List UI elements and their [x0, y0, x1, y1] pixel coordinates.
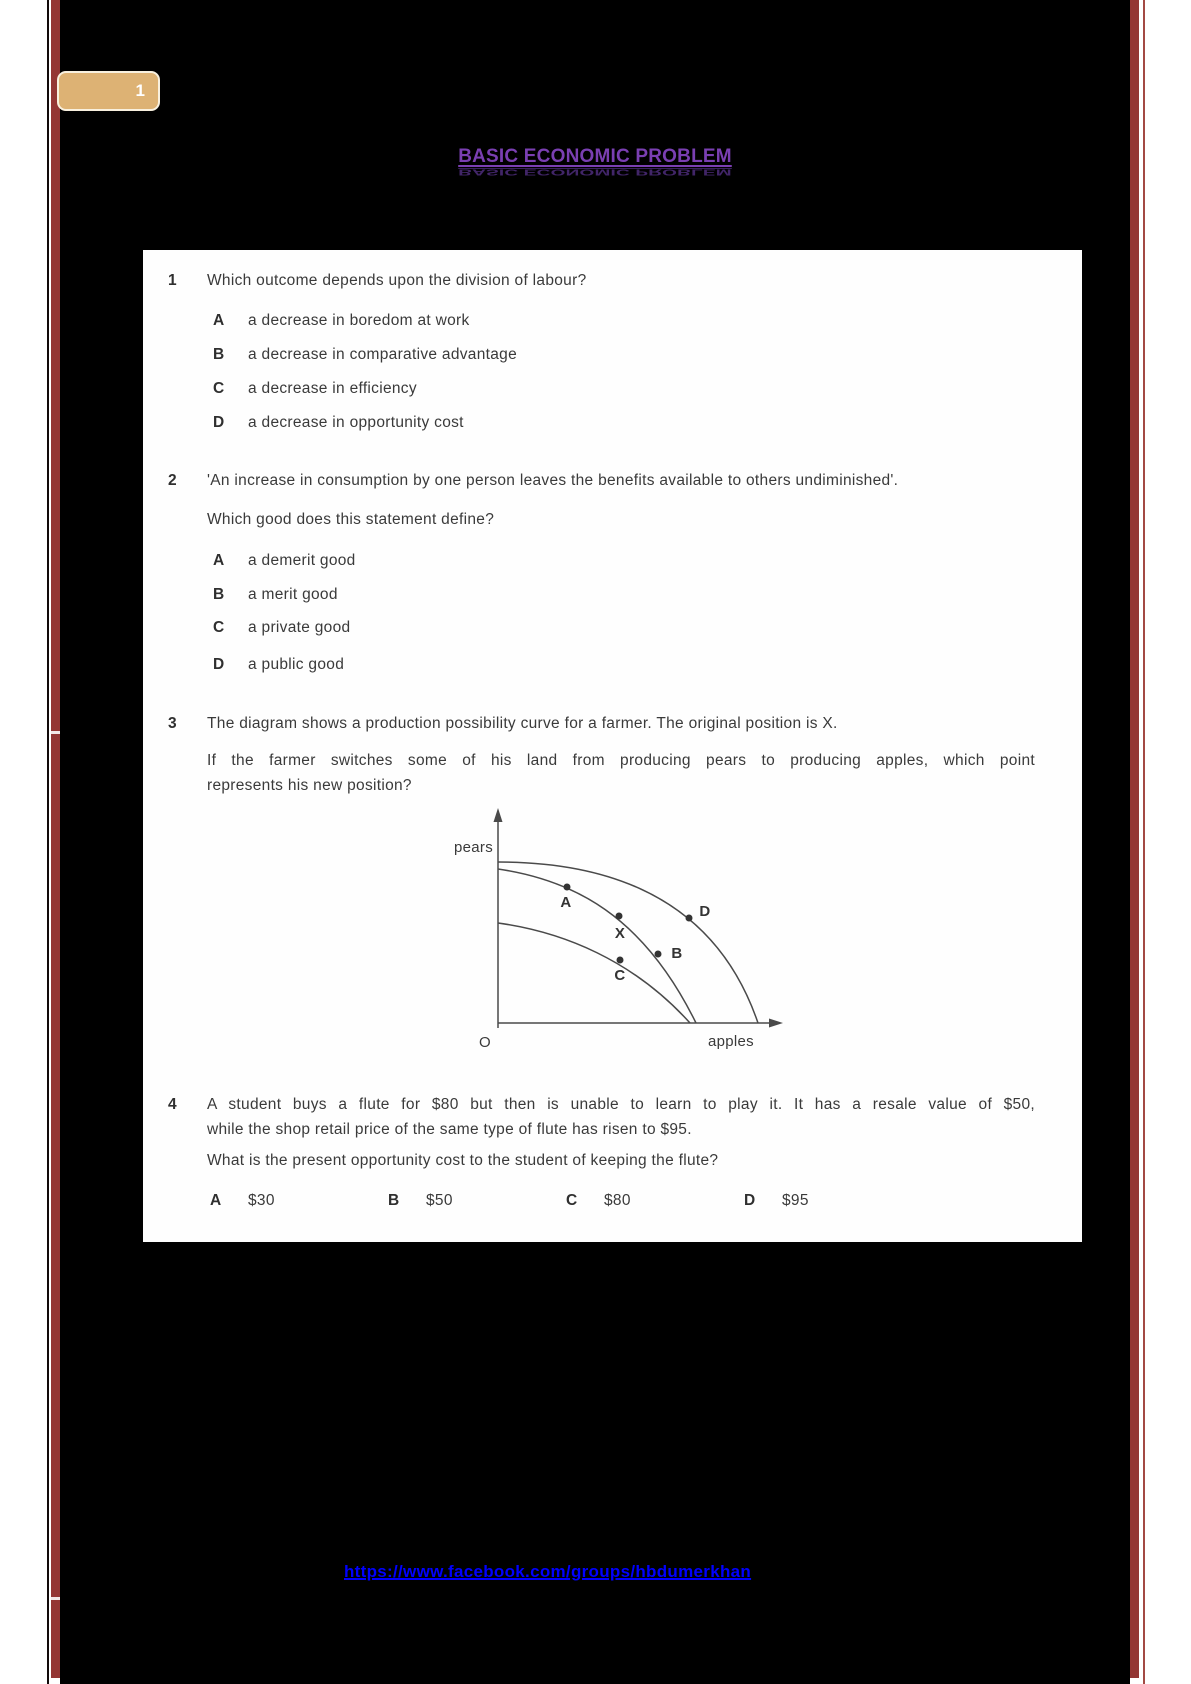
point-x-dot	[616, 913, 623, 920]
left-border-bar	[51, 0, 60, 1678]
option-letter: B	[213, 346, 225, 363]
option-text: $95	[782, 1192, 809, 1209]
q4-option-c	[566, 1192, 631, 1210]
option-letter: A	[213, 552, 225, 569]
option-letter: C	[213, 619, 225, 636]
option-text: $50	[426, 1192, 453, 1209]
option-letter: D	[213, 656, 225, 673]
q2-option-d	[213, 656, 344, 674]
q4-stem-line2: while the shop retail price of the same type of flute has risen to $95.	[207, 1121, 692, 1138]
title-row	[60, 146, 1130, 168]
ppc-diagram	[423, 750, 803, 1060]
point-b-dot	[655, 951, 662, 958]
q2-option-b	[213, 586, 338, 604]
q4-number: 4	[168, 1096, 177, 1113]
y-axis-arrow-icon	[494, 808, 503, 822]
point-d-label: D	[699, 903, 711, 920]
point-a-dot	[564, 884, 571, 891]
page-title: BASIC ECONOMIC PROBLEM	[458, 146, 732, 167]
ppc-curve-middle	[498, 869, 696, 1023]
q4-question: What is the present opportunity cost to the student of keeping the flute?	[207, 1152, 719, 1169]
option-text: $80	[604, 1192, 631, 1209]
origin-label: O	[479, 1034, 491, 1051]
q4-option-b	[388, 1192, 453, 1210]
q2-option-c	[213, 619, 350, 637]
q2-quote: 'An increase in consumption by one person leaves the benefits available to others undiminished'.	[207, 472, 899, 489]
q4-option-a	[210, 1192, 275, 1210]
q1-option-c	[213, 380, 417, 398]
option-letter: D	[213, 414, 225, 431]
q1-number: 1	[168, 272, 177, 289]
right-border-bar	[1130, 0, 1139, 1678]
option-text: a decrease in efficiency	[248, 380, 417, 397]
option-text: a decrease in boredom at work	[248, 312, 470, 329]
ppc-curve-outer	[498, 862, 758, 1023]
facebook-group-link[interactable]: https://www.facebook.com/groups/hbdumerkhan	[344, 1562, 752, 1581]
left-border-line	[47, 0, 49, 1684]
option-letter: A	[213, 312, 225, 329]
option-text: a decrease in comparative advantage	[248, 346, 517, 363]
option-text: a public good	[248, 656, 345, 673]
option-letter: B	[213, 586, 225, 603]
page-number-badge: 1	[57, 71, 160, 111]
option-letter: A	[210, 1192, 222, 1209]
page-title-reflection: BASIC ECONOMIC PROBLEM	[458, 167, 732, 177]
q4-option-d	[744, 1192, 809, 1210]
left-border-bar-gap	[51, 731, 60, 734]
point-c-label: C	[614, 967, 626, 984]
option-text: $30	[248, 1192, 275, 1209]
option-letter: C	[566, 1192, 578, 1209]
q3-number: 3	[168, 715, 177, 732]
q1-option-a	[213, 312, 470, 330]
option-text: a decrease in opportunity cost	[248, 414, 464, 431]
q1-option-b	[213, 346, 517, 364]
y-axis-label: pears	[453, 839, 493, 856]
q3-stem: The diagram shows a production possibility curve for a farmer. The original position is X.	[207, 715, 838, 732]
point-a-label: A	[560, 894, 572, 911]
point-d-dot	[686, 915, 693, 922]
q2-stem: Which good does this statement define?	[207, 511, 495, 528]
ppc-curve-inner	[498, 923, 690, 1023]
option-text: a private good	[248, 619, 351, 636]
point-c-dot	[617, 957, 624, 964]
q1-stem: Which outcome depends upon the division of labour?	[207, 272, 587, 289]
q2-number: 2	[168, 472, 177, 489]
option-text: a merit good	[248, 586, 338, 603]
right-border-line	[1143, 0, 1145, 1684]
q3-paragraph-line2: represents his new position?	[207, 777, 412, 794]
point-x-label: X	[614, 925, 626, 942]
content-panel	[143, 250, 1082, 1242]
point-b-label: B	[671, 945, 683, 962]
q3-paragraph-line1: If the farmer switches some of his land from producing pears to producing apples, which point	[207, 752, 1035, 769]
q2-option-a	[213, 552, 356, 570]
q1-option-d	[213, 414, 464, 432]
option-letter: D	[744, 1192, 756, 1209]
option-text: a demerit good	[248, 552, 356, 569]
x-axis-label: apples	[707, 1033, 755, 1050]
option-letter: C	[213, 380, 225, 397]
q4-stem-line1: A student buys a flute for $80 but then is unable to learn to play it. It has a resale value of $50,	[207, 1096, 1035, 1113]
left-border-bar-gap	[51, 1597, 60, 1600]
option-letter: B	[388, 1192, 400, 1209]
title-reflection-row	[60, 167, 1130, 183]
x-axis-arrow-icon	[769, 1019, 783, 1028]
